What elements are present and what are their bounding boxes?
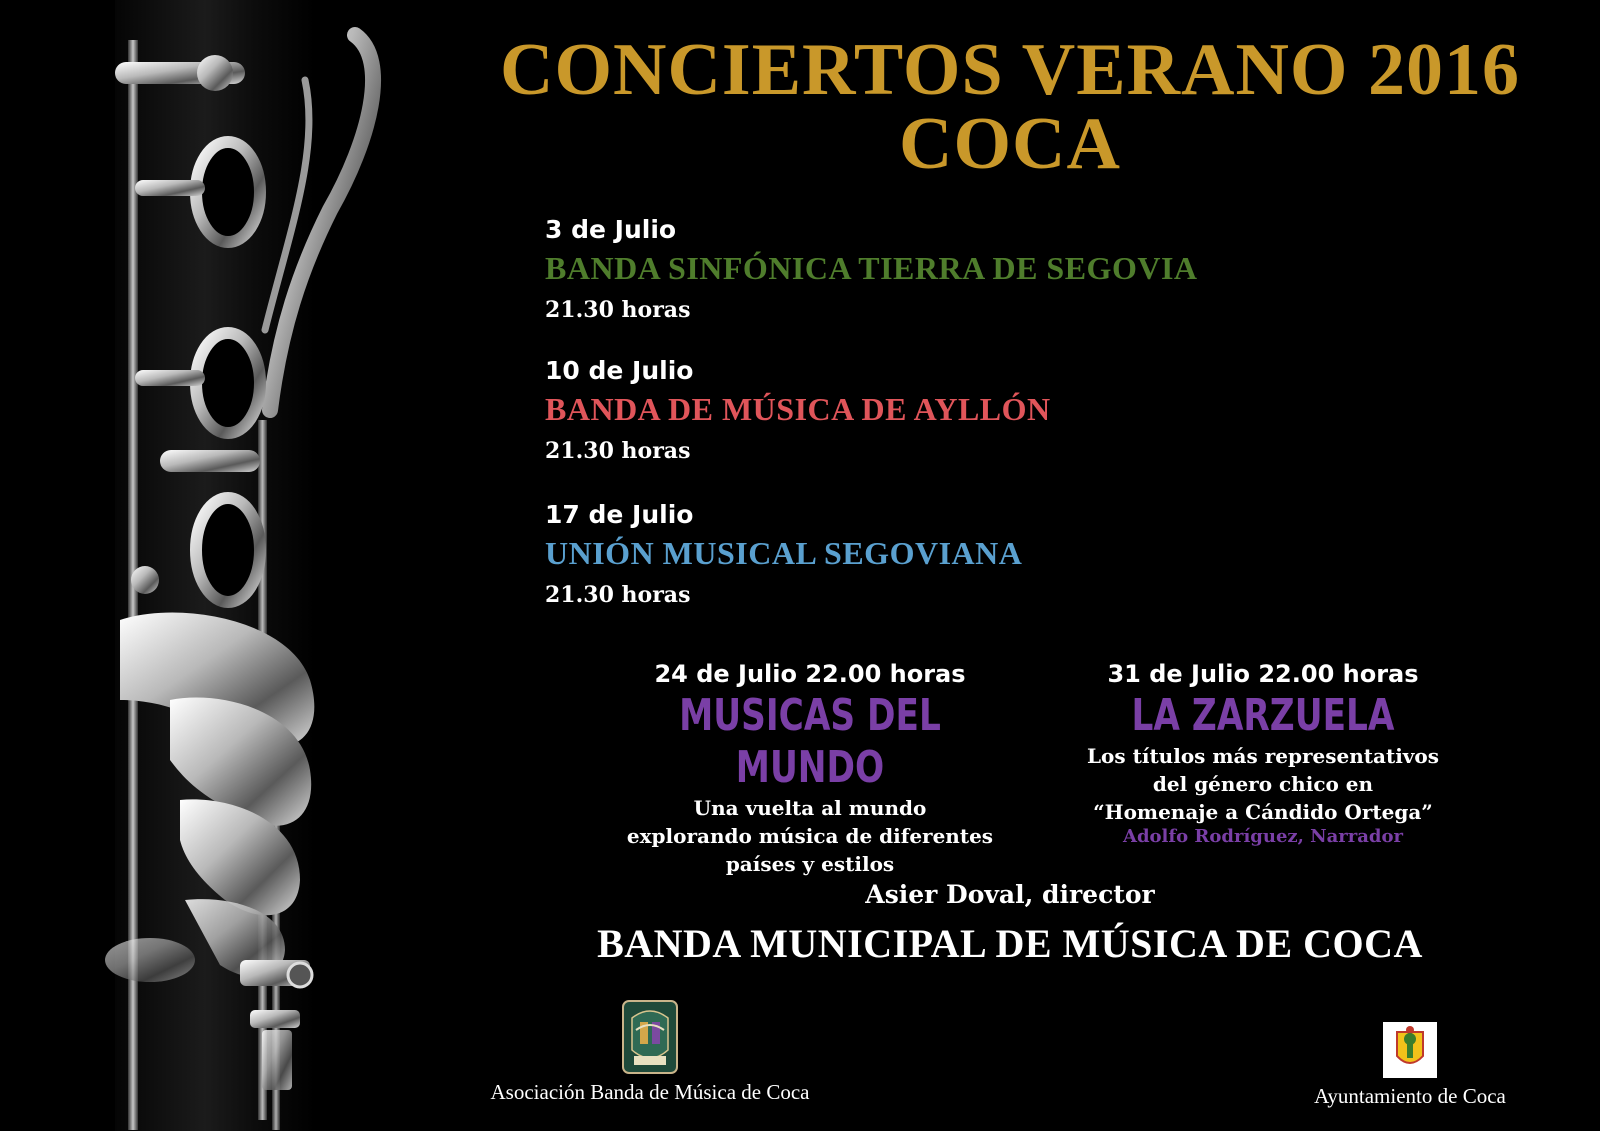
event-time: 21.30 horas (545, 582, 691, 608)
city-label: Ayuntamiento de Coca (1314, 1084, 1506, 1108)
event-band: UNIÓN MUSICAL SEGOVIANA (545, 535, 1023, 571)
event-band: BANDA DE MÚSICA DE AYLLÓN (545, 391, 1051, 427)
event-date: 17 de Julio (545, 500, 694, 529)
association-label: Asociación Banda de Música de Coca (490, 1080, 810, 1104)
event-3 (545, 500, 1022, 608)
association-logo-block (460, 1000, 840, 1105)
association-emblem-icon (622, 1000, 678, 1074)
special-narrator: Adolfo Rodríguez, Narrador (1123, 826, 1403, 847)
special-date: 24 de Julio 22.00 horas (654, 660, 966, 688)
event-date: 3 de Julio (545, 215, 677, 244)
special-concert-musicas-del-mundo (590, 660, 1030, 878)
special-concert-la-zarzuela (1043, 660, 1483, 848)
poster-subtitle-town: COCA (899, 103, 1121, 185)
special-desc-line: del género chico en (1152, 772, 1374, 796)
special-title: LA ZARZUELA (1131, 690, 1395, 741)
city-logo-block (1290, 1022, 1530, 1109)
clarinet-illustration (0, 0, 420, 1131)
special-desc-line: países y estilos (725, 852, 895, 876)
event-2 (545, 356, 1051, 464)
special-title: MUSICAS DEL MUNDO (679, 690, 941, 793)
event-time: 21.30 horas (545, 297, 691, 323)
event-1 (545, 215, 1198, 323)
special-desc-line: Los títulos más representativos (1086, 744, 1440, 768)
event-date: 10 de Julio (545, 356, 694, 385)
special-date: 31 de Julio 22.00 horas (1107, 660, 1419, 688)
special-desc-line: explorando música de diferentes (626, 824, 994, 848)
event-band: BANDA SINFÓNICA TIERRA DE SEGOVIA (545, 250, 1198, 286)
organizer-name: BANDA MUNICIPAL DE MÚSICA DE COCA (597, 921, 1423, 966)
director-credit: Asier Doval, director (865, 880, 1155, 909)
coat-of-arms-icon (1383, 1022, 1437, 1078)
special-desc-line: Una vuelta al mundo (693, 796, 927, 820)
poster-title: CONCIERTOS VERANO 2016 (500, 29, 1520, 111)
special-desc-line: “Homenaje a Cándido Ortega” (1093, 800, 1433, 824)
event-time: 21.30 horas (545, 438, 691, 464)
